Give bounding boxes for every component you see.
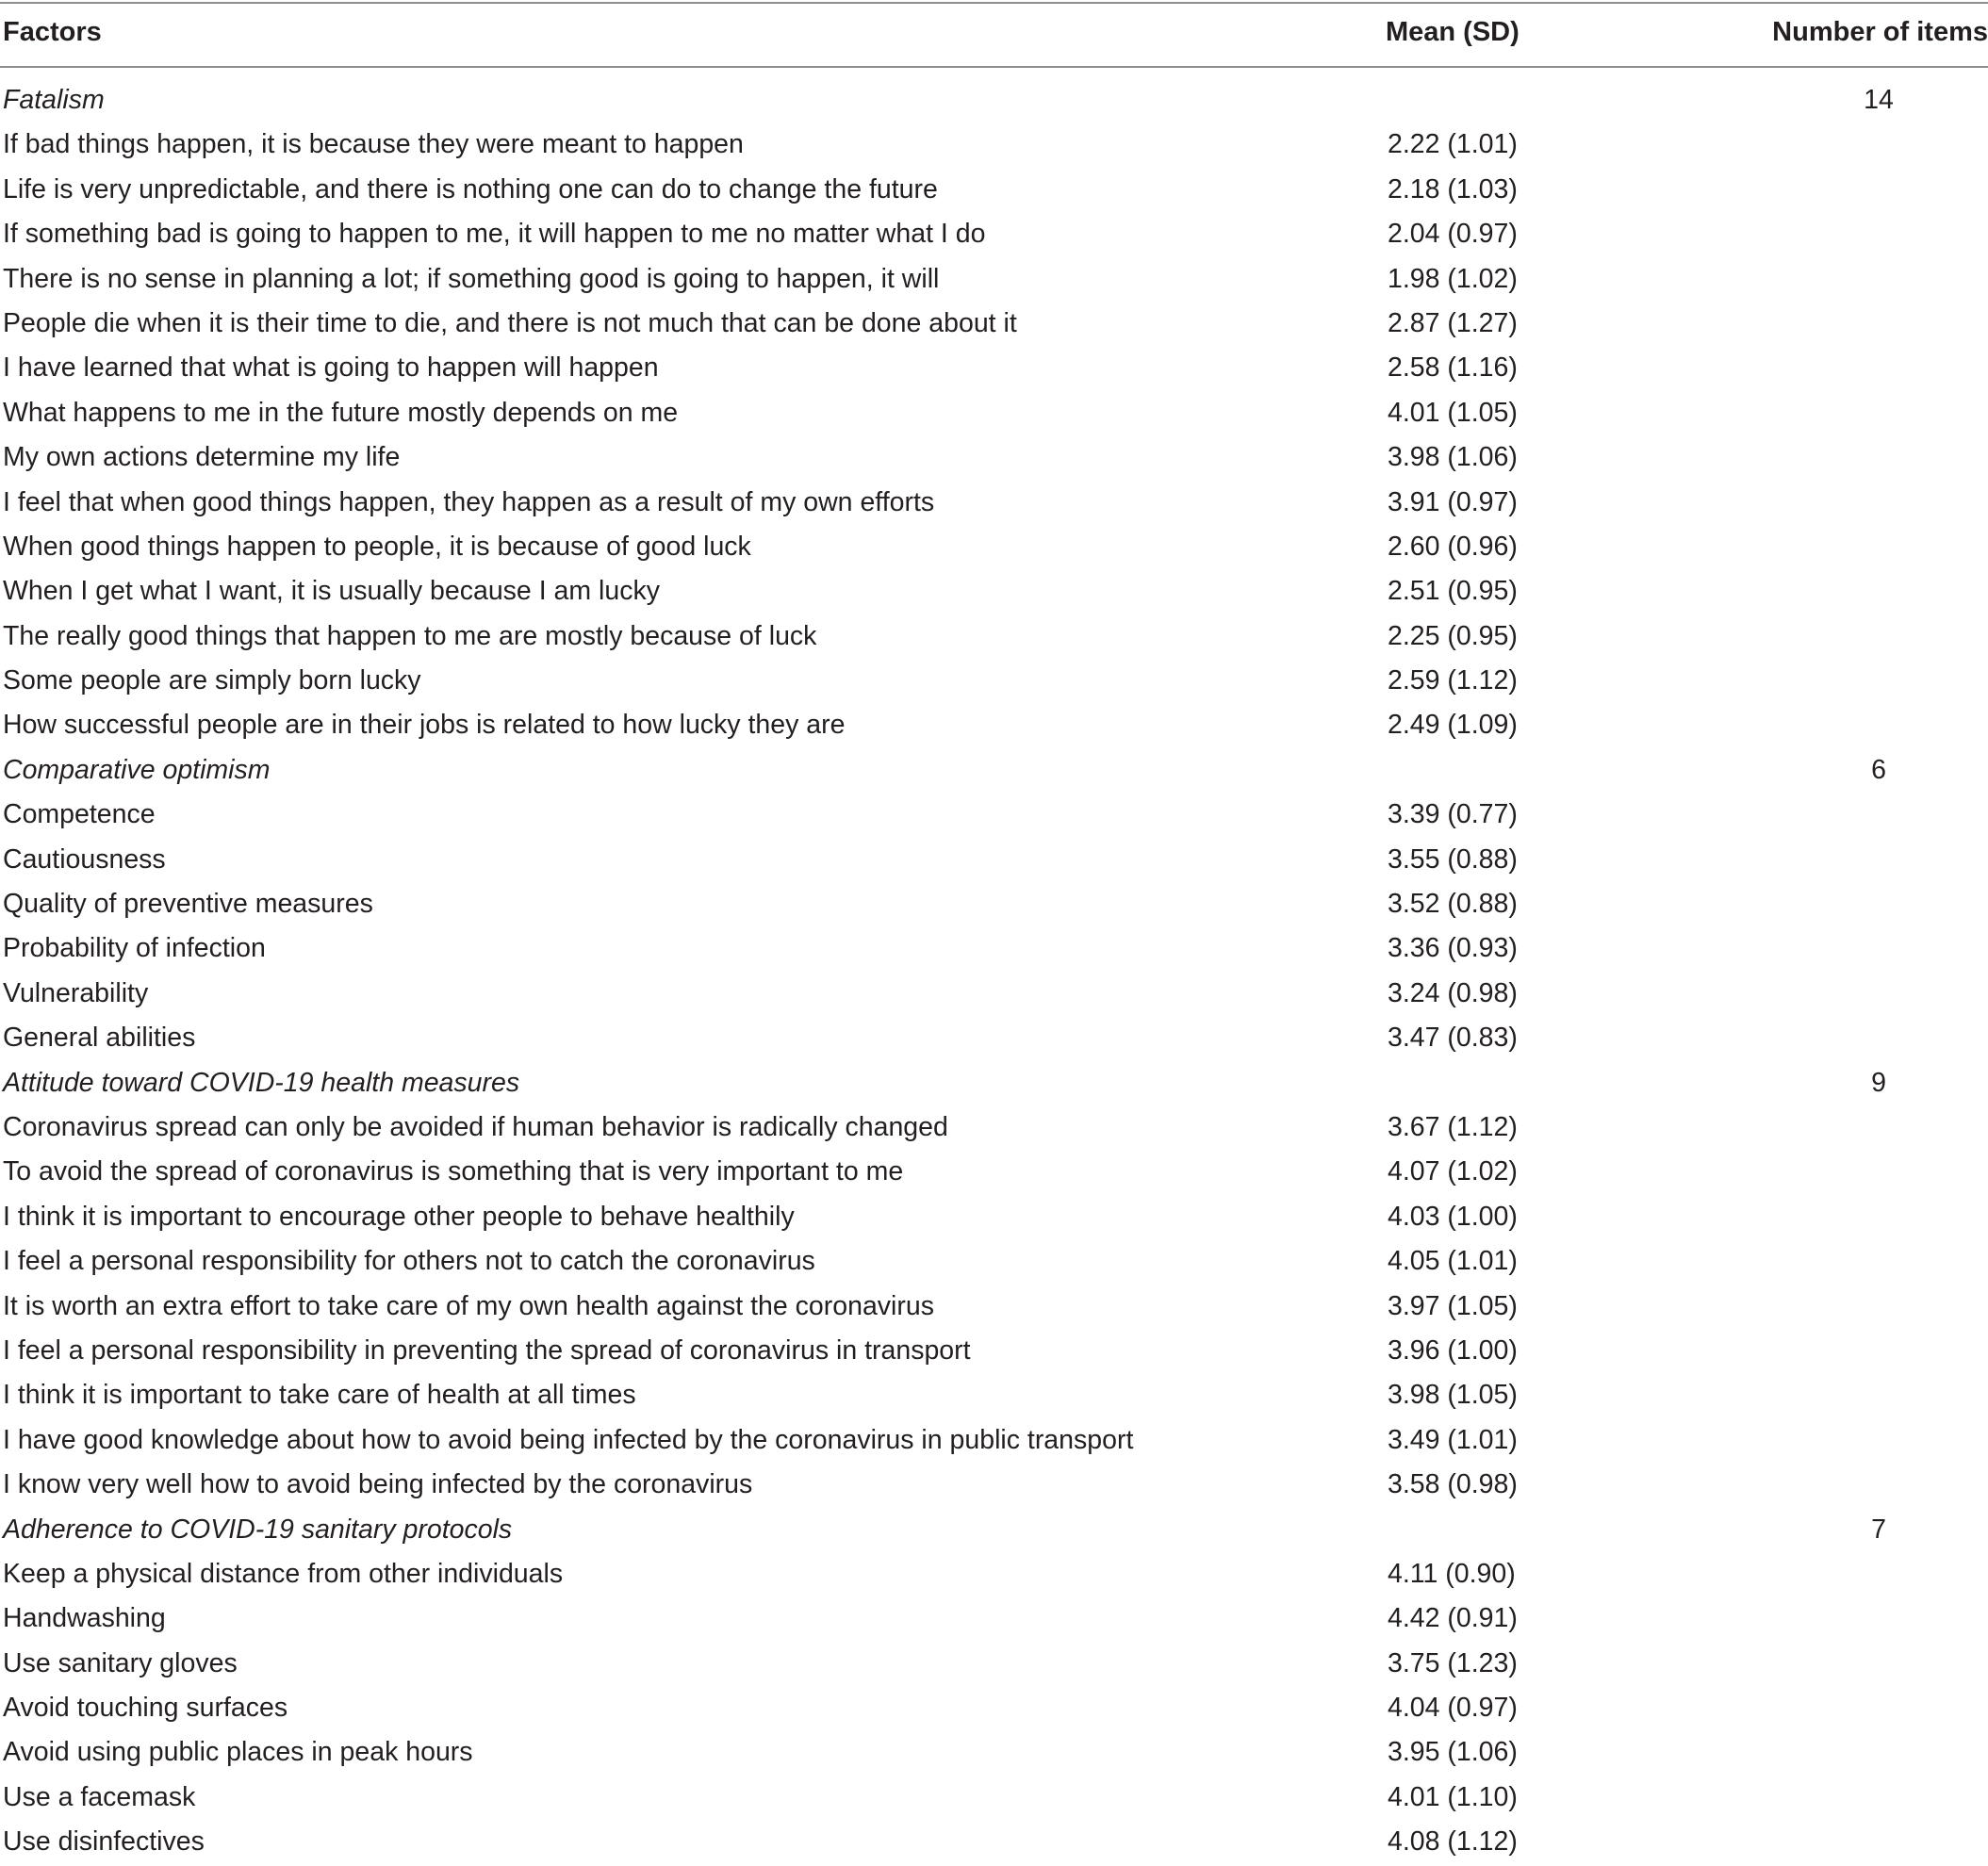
group-name: Comparative optimism [3,754,271,785]
item-label: To avoid the spread of coronavirus is something that is very important to me [3,1156,904,1187]
group-row [0,749,1988,794]
item-label: People die when it is their time to die, and there is not much that can be done about it [3,307,1017,338]
table-body [0,79,1988,1866]
item-label: My own actions determine my life [3,442,401,473]
table-row [0,1017,1988,1061]
item-label: Cautiousness [3,843,166,875]
table-row [0,258,1988,303]
item-label: When good things happen to people, it is because of good luck [3,531,751,562]
header-factors: Factors [3,17,102,47]
header-rule [0,66,1988,68]
item-mean-sd: 2.51 (0.95) [1388,576,1518,607]
table-row [0,927,1988,972]
table-row [0,973,1988,1017]
table-row [0,213,1988,257]
item-mean-sd: 3.39 (0.77) [1388,799,1518,830]
item-label: Competence [3,799,156,830]
table-row [0,169,1988,213]
table-row [0,1106,1988,1151]
table-row [0,303,1988,347]
item-label: I have good knowledge about how to avoid being infected by the coronavirus in public transport [3,1424,1134,1455]
item-label: Handwashing [3,1603,166,1634]
item-label: Quality of preventive measures [3,889,373,920]
table-row [0,704,1988,748]
item-label: Keep a physical distance from other individuals [3,1558,564,1589]
table-row [0,1597,1988,1642]
item-label: General abilities [3,1023,196,1054]
item-mean-sd: 2.60 (0.96) [1388,531,1518,562]
group-item-count: 7 [1871,1514,1886,1545]
item-label: Life is very unpredictable, and there is nothing one can do to change the future [3,173,938,205]
item-mean-sd: 4.03 (1.00) [1388,1201,1518,1232]
item-mean-sd: 3.55 (0.88) [1388,843,1518,875]
item-label: Coronavirus spread can only be avoided if human behavior is radically changed [3,1111,948,1142]
item-mean-sd: 3.24 (0.98) [1388,977,1518,1008]
item-mean-sd: 2.04 (0.97) [1388,219,1518,250]
item-label: The really good things that happen to me are mostly because of luck [3,620,817,651]
table-row [0,1151,1988,1195]
item-mean-sd: 3.58 (0.98) [1388,1469,1518,1500]
item-label: If bad things happen, it is because they were meant to happen [3,129,744,160]
header-mean-sd: Mean (SD) [1386,17,1520,47]
table-row [0,436,1988,481]
table-row [0,1821,1988,1865]
item-mean-sd: 3.97 (1.05) [1388,1290,1518,1321]
item-mean-sd: 2.58 (1.16) [1388,352,1518,384]
item-label: I think it is important to encourage other people to behave healthily [3,1201,795,1232]
item-label: Vulnerability [3,977,149,1008]
table-row [0,1464,1988,1508]
table-header [0,0,1988,66]
item-mean-sd: 4.11 (0.90) [1388,1558,1516,1589]
group-item-count: 14 [1864,85,1894,115]
table-row [0,1687,1988,1731]
item-label: Use disinfectives [3,1826,205,1858]
item-label: I know very well how to avoid being infected by the coronavirus [3,1469,753,1500]
item-mean-sd: 4.05 (1.01) [1388,1246,1518,1277]
item-label: Probability of infection [3,933,266,964]
group-item-count: 9 [1871,1067,1886,1098]
item-mean-sd: 2.25 (0.95) [1388,620,1518,651]
item-mean-sd: 3.95 (1.06) [1388,1737,1518,1768]
group-name: Fatalism [3,85,105,115]
item-mean-sd: 3.67 (1.12) [1388,1111,1518,1142]
item-mean-sd: 3.98 (1.06) [1388,442,1518,473]
item-label: I feel that when good things happen, they happen as a result of my own efforts [3,486,935,517]
table-row [0,1553,1988,1597]
group-row [0,79,1988,123]
table-row [0,1419,1988,1464]
table-row [0,660,1988,704]
item-mean-sd: 2.22 (1.01) [1388,129,1518,160]
item-mean-sd: 3.47 (0.83) [1388,1023,1518,1054]
group-item-count: 6 [1871,754,1886,785]
item-mean-sd: 2.18 (1.03) [1388,173,1518,205]
item-label: Avoid touching surfaces [3,1693,288,1724]
item-mean-sd: 1.98 (1.02) [1388,263,1518,294]
table-row [0,1330,1988,1374]
item-label: Use sanitary gloves [3,1647,238,1678]
table-row [0,347,1988,391]
item-mean-sd: 3.52 (0.88) [1388,889,1518,920]
item-mean-sd: 2.49 (1.09) [1388,710,1518,741]
item-mean-sd: 4.01 (1.05) [1388,397,1518,428]
item-label: Use a facemask [3,1781,196,1812]
table-row [0,123,1988,168]
item-label: Avoid using public places in peak hours [3,1737,473,1768]
group-name: Adherence to COVID-19 sanitary protocols [3,1514,513,1545]
table-row [0,615,1988,660]
item-mean-sd: 2.87 (1.27) [1388,307,1518,338]
table-row [0,1196,1988,1240]
item-label: I feel a personal responsibility in preventing the spread of coronavirus in transport [3,1334,971,1366]
item-mean-sd: 3.91 (0.97) [1388,486,1518,517]
item-label: There is no sense in planning a lot; if something good is going to happen, it will [3,263,940,294]
group-row [0,1062,1988,1106]
item-mean-sd: 4.04 (0.97) [1388,1693,1518,1724]
table-row [0,392,1988,436]
item-label: I feel a personal responsibility for others not to catch the coronavirus [3,1246,815,1277]
table-row [0,1776,1988,1821]
table-row [0,883,1988,927]
table-row [0,794,1988,838]
item-mean-sd: 2.59 (1.12) [1388,665,1518,696]
table-row [0,1240,1988,1285]
table-row [0,570,1988,614]
table-row [0,526,1988,570]
item-mean-sd: 4.42 (0.91) [1388,1603,1518,1634]
item-label: When I get what I want, it is usually because I am lucky [3,576,660,607]
item-mean-sd: 3.96 (1.00) [1388,1334,1518,1366]
item-label: I have learned that what is going to happen will happen [3,352,659,384]
item-label: It is worth an extra effort to take care of my own health against the coronavirus [3,1290,934,1321]
table-row [0,1374,1988,1418]
item-mean-sd: 4.01 (1.10) [1388,1781,1518,1812]
header-number-of-items: Number of items [1772,17,1988,47]
item-label: How successful people are in their jobs is related to how lucky they are [3,710,846,741]
group-name: Attitude toward COVID-19 health measures [3,1067,520,1098]
item-mean-sd: 4.07 (1.02) [1388,1156,1518,1187]
table-row [0,482,1988,526]
item-label: Some people are simply born lucky [3,665,421,696]
table-row [0,1285,1988,1330]
item-label: I think it is important to take care of health at all times [3,1380,636,1411]
table-row [0,839,1988,883]
item-mean-sd: 3.36 (0.93) [1388,933,1518,964]
item-label: If something bad is going to happen to me, it will happen to me no matter what I do [3,219,986,250]
item-mean-sd: 3.98 (1.05) [1388,1380,1518,1411]
table-row [0,1731,1988,1776]
table-row [0,1643,1988,1687]
item-mean-sd: 3.49 (1.01) [1388,1424,1518,1455]
group-row [0,1509,1988,1553]
item-mean-sd: 4.08 (1.12) [1388,1826,1518,1858]
item-label: What happens to me in the future mostly depends on me [3,397,679,428]
item-mean-sd: 3.75 (1.23) [1388,1647,1518,1678]
